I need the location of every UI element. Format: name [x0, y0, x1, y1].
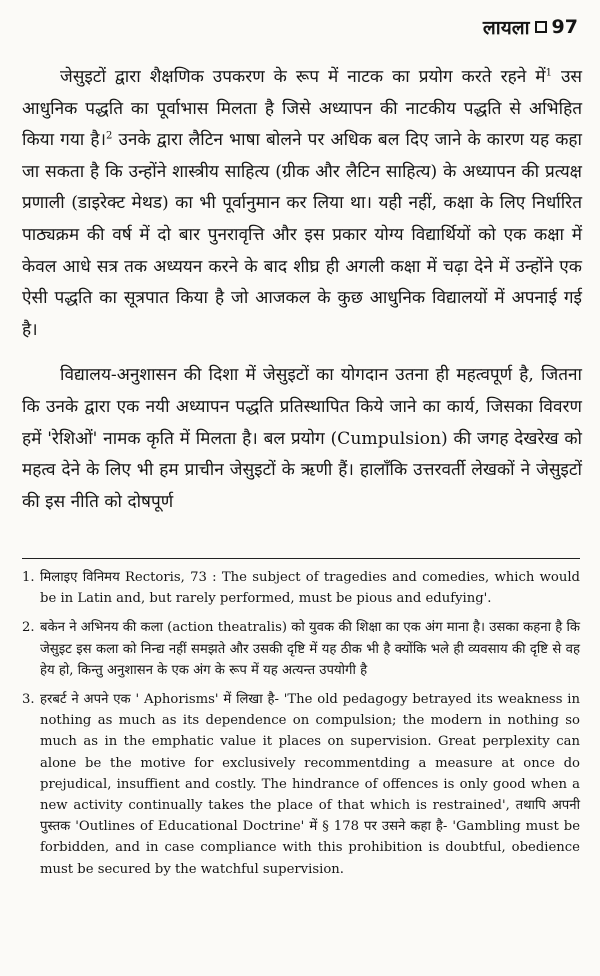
page-number: 97	[551, 16, 578, 38]
paragraph-1-part-2: उस आधुनिक पद्धति का पूर्वाभास मिलता है जिसे अध्यापन की नाटकीय पद्धति से अभिहित किया गया है।	[22, 67, 582, 151]
footnote-text: मिलाइए विनिमय Rectoris, 73 : The subject of tragedies and comedies, which would be in Latin and, but rarely performed, must be pious and edufying'.	[40, 570, 580, 607]
footnote-number: 1.	[22, 570, 35, 585]
footnote-text: बकेन ने अभिनय की कला (action theatralis) को युवक की शिक्षा का एक अंग माना है। उसका कहना है कि जेसुइट इस कला को निन्द्य नहीं समझते और उसकी दृष्टि में यह ठीक भी है क्योंकि भले ही व्यवसाय की दृष्टि से वह हेय हो, किन्तु अनुशासन के एक अंग के रूप में यह अत्यन्त उपयोगी है	[40, 620, 580, 678]
footnote-number: 3.	[22, 692, 35, 708]
footnote-ref-1: 1	[545, 67, 552, 79]
main-text	[22, 62, 582, 518]
footnote-number: 2.	[22, 620, 35, 636]
footnote-2	[22, 617, 580, 681]
square-box-icon	[535, 21, 547, 33]
footnote-1	[22, 567, 580, 609]
paragraph-1-part-3: उनके द्वारा लैटिन भाषा बोलने पर अधिक बल दिए जाने के कारण यह कहा जा सकता है कि उन्होंने शास्त्रीय साहित्य (ग्रीक और लैटिन साहित्य) के अध्यापन की प्रत्यक्ष प्रणाली (डाइरेक्ट मेथड) का भी पूर्वानुमान कर लिया था। यही नहीं, कक्षा के लिए निर्धारित पाठ्यक्रम की वर्ष में दो बार पुनरावृत्ति और इस प्रकार योग्य विद्यार्थियों को एक कक्षा में केवल आधे सत्र तक अध्ययन करने के बाद शीघ्र ही अगली कक्षा में चढ़ा देने में उन्होंने एक ऐसी पद्धति का सूत्रपात किया है जो आजकल के कुछ आधुनिक विद्यालयों में अपनाई गई है।	[22, 130, 582, 340]
footnote-text: हरबर्ट ने अपने एक ' Aphorisms' में लिखा है- 'The old pedagogy betrayed its weakness in nothing as much as its dependence on compulsion; the modern in nothing so much as in the emphatic value it places on supervision. Great perplexity can alone be the motive for exclusively recommentding a measure at once do prejudical, insuffient and costly. The hindrance of offences is only good when a new activity continually takes the place of that which is restrained', तथापि अपनी पुस्तक 'Outlines of Educational Doctrine' में § 178 पर उसने कहा है- 'Gambling must be forbidden, and in case compliance with this prohibition is doubtful, obedience must be secured by the watchful supervision.	[40, 692, 580, 877]
footnotes	[22, 567, 580, 888]
running-header	[483, 14, 578, 40]
header-title: लायला	[482, 17, 530, 39]
footnote-3	[22, 689, 580, 880]
paragraph-2: विद्यालय-अनुशासन की दिशा में जेसुइटों का योगदान उतना ही महत्वपूर्ण है, जितना कि उनके द्वारा एक नयी अध्यापन पद्धति प्रतिस्थापित किये जाने का कार्य, जिसका विवरण हमें 'रेशिओं' नामक कृति में मिलता है। बल प्रयोग (Cumpulsion) की जगह देखरेख को महत्व देने के लिए भी हम प्राचीन जेसुइटों के ऋणी हैं। हालाँकि उत्तरवर्ती लेखकों ने जेसुइटों की इस नीति को दोषपूर्ण	[22, 365, 582, 512]
paragraph-1-part-1: जेसुइटों द्वारा शैक्षणिक उपकरण के रूप में नाटक का प्रयोग करते रहने में	[60, 67, 546, 87]
paragraph-1	[22, 62, 582, 346]
footnote-ref-2: 2	[106, 130, 113, 142]
footnote-divider	[22, 558, 580, 559]
